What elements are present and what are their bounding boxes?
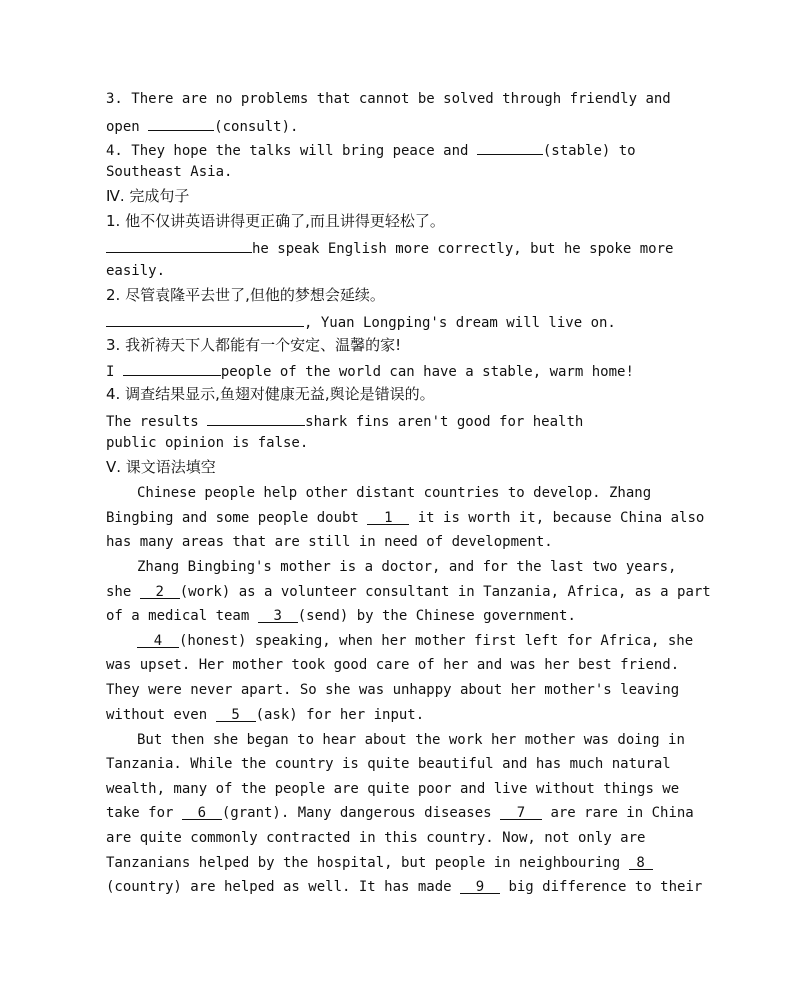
passage-text: (country) are helped as well. It has made	[106, 879, 461, 895]
passage-text: it is worth it, because China also	[409, 510, 705, 526]
passage-line	[106, 508, 704, 528]
passage-text: Bingbing and some people doubt	[106, 510, 368, 526]
answer-blank[interactable]: 1	[367, 508, 409, 525]
passage-line	[137, 483, 651, 503]
passage-text: big difference to their	[500, 879, 703, 895]
answer-blank[interactable]	[477, 138, 543, 155]
passage-line	[106, 705, 424, 725]
passage-text: take for	[106, 805, 182, 821]
passage-line	[106, 803, 694, 823]
answer-blank[interactable]: 6	[182, 803, 222, 820]
sentence-3-cn-text: 3. 我祈祷天下人都能有一个安定、温馨的家!	[106, 336, 402, 354]
passage-line	[106, 754, 671, 774]
passage-text: (work) as a volunteer consultant in Tanzania, Africa, as a part	[179, 584, 711, 600]
sentence-1-cn-text: 1. 他不仅讲英语讲得更正确了,而且讲得更轻松了。	[106, 212, 445, 230]
answer-blank[interactable]: 5	[216, 705, 256, 722]
sentence-3-chinese	[106, 335, 401, 355]
passage-text: Chinese people help other distant countries to develop. Zhang	[137, 485, 652, 501]
exercise-3-line-2	[106, 114, 298, 137]
exercise-3-text-2: open	[106, 119, 149, 135]
answer-blank[interactable]: 4	[137, 631, 179, 648]
sentence-4-cn-text: 4. 调查结果显示,鱼翅对健康无益,舆论是错误的。	[106, 385, 435, 403]
passage-line	[106, 532, 553, 552]
passage-line	[106, 606, 576, 626]
passage-line	[137, 557, 676, 577]
passage-text: (ask) for her input.	[255, 707, 425, 723]
passage-text: without even	[106, 707, 216, 723]
answer-blank[interactable]: 8	[629, 853, 653, 870]
exercise-4-line	[106, 138, 636, 161]
sentence-1-chinese	[106, 211, 445, 231]
passage-text: wealth, many of the people are quite poor and live without things we	[106, 781, 680, 797]
passage-line	[106, 877, 702, 897]
answer-blank[interactable]: 9	[460, 877, 500, 894]
passage-text: They were never apart. So she was unhappy about her mother's leaving	[106, 682, 680, 698]
sentence-4-en-text: shark fins aren't good for health	[305, 414, 584, 430]
sentence-4-en-start: The results	[106, 414, 208, 430]
sentence-3-en-start: I	[106, 364, 123, 380]
answer-blank[interactable]	[207, 409, 305, 426]
passage-text: (send) by the Chinese government.	[297, 608, 576, 624]
passage-line	[106, 779, 679, 799]
sentence-4-chinese	[106, 384, 435, 404]
sentence-4-english-2	[106, 433, 308, 453]
answer-blank[interactable]	[106, 310, 304, 327]
passage-text: are rare in China	[542, 805, 694, 821]
passage-line	[137, 730, 685, 750]
section-5-heading	[106, 457, 216, 477]
passage-text: Tanzania. While the country is quite beautiful and has much natural	[106, 756, 671, 772]
passage-text: of a medical team	[106, 608, 258, 624]
passage-line	[137, 631, 693, 651]
passage-text: are quite commonly contracted in this country. Now, not only are	[106, 830, 646, 846]
passage-text: was upset. Her mother took good care of her and was her best friend.	[106, 657, 680, 673]
answer-blank[interactable]	[148, 114, 214, 131]
exercise-4-hint: (stable) to	[542, 143, 636, 159]
exercise-3-line	[106, 89, 671, 109]
passage-text: she	[106, 584, 140, 600]
passage-text: Tanzanians helped by the hospital, but people in neighbouring	[106, 855, 629, 871]
passage-text: (grant). Many dangerous diseases	[221, 805, 501, 821]
passage-text: But then she began to hear about the work her mother was doing in	[137, 732, 685, 748]
passage-line	[106, 582, 711, 602]
sentence-2-english	[106, 310, 616, 333]
sentence-2-chinese	[106, 285, 385, 305]
answer-blank[interactable]	[123, 359, 221, 376]
exercise-4-text-2: Southeast Asia.	[106, 164, 233, 180]
answer-blank[interactable]: 3	[258, 606, 298, 623]
sentence-1-en-text: he speak English more correctly, but he spoke more	[252, 241, 674, 257]
exercise-4-text: 4. They hope the talks will bring peace and	[106, 143, 477, 159]
answer-blank[interactable]	[106, 236, 252, 253]
exercise-3-text: 3. There are no problems that cannot be solved through friendly and	[106, 91, 671, 107]
passage-line	[106, 655, 679, 675]
passage-text: Zhang Bingbing's mother is a doctor, and for the last two years,	[137, 559, 677, 575]
answer-blank[interactable]: 7	[500, 803, 542, 820]
sentence-1-en-text-2: easily.	[106, 263, 166, 279]
section-5-title: Ⅴ. 课文语法填空	[106, 458, 216, 476]
sentence-3-english	[106, 359, 634, 382]
section-4-heading	[106, 186, 189, 206]
passage-text: (honest) speaking, when her mother first left for Africa, she	[179, 633, 694, 649]
sentence-2-en-text: , Yuan Longping's dream will live on.	[304, 315, 616, 331]
exercise-3-hint: (consult).	[214, 119, 299, 135]
section-4-title: Ⅳ. 完成句子	[106, 187, 190, 205]
exercise-4-line-2	[106, 162, 232, 182]
sentence-4-english	[106, 409, 583, 432]
sentence-3-en-text: people of the world can have a stable, warm home!	[220, 364, 634, 380]
passage-text: has many areas that are still in need of development.	[106, 534, 553, 550]
sentence-2-cn-text: 2. 尽管袁隆平去世了,但他的梦想会延续。	[106, 286, 385, 304]
sentence-1-english-2	[106, 261, 165, 281]
answer-blank[interactable]: 2	[140, 582, 180, 599]
passage-line	[106, 680, 679, 700]
sentence-4-en-text-2: public opinion is false.	[106, 435, 309, 451]
sentence-1-english	[106, 236, 673, 259]
passage-line	[106, 828, 645, 848]
passage-line	[106, 853, 653, 873]
